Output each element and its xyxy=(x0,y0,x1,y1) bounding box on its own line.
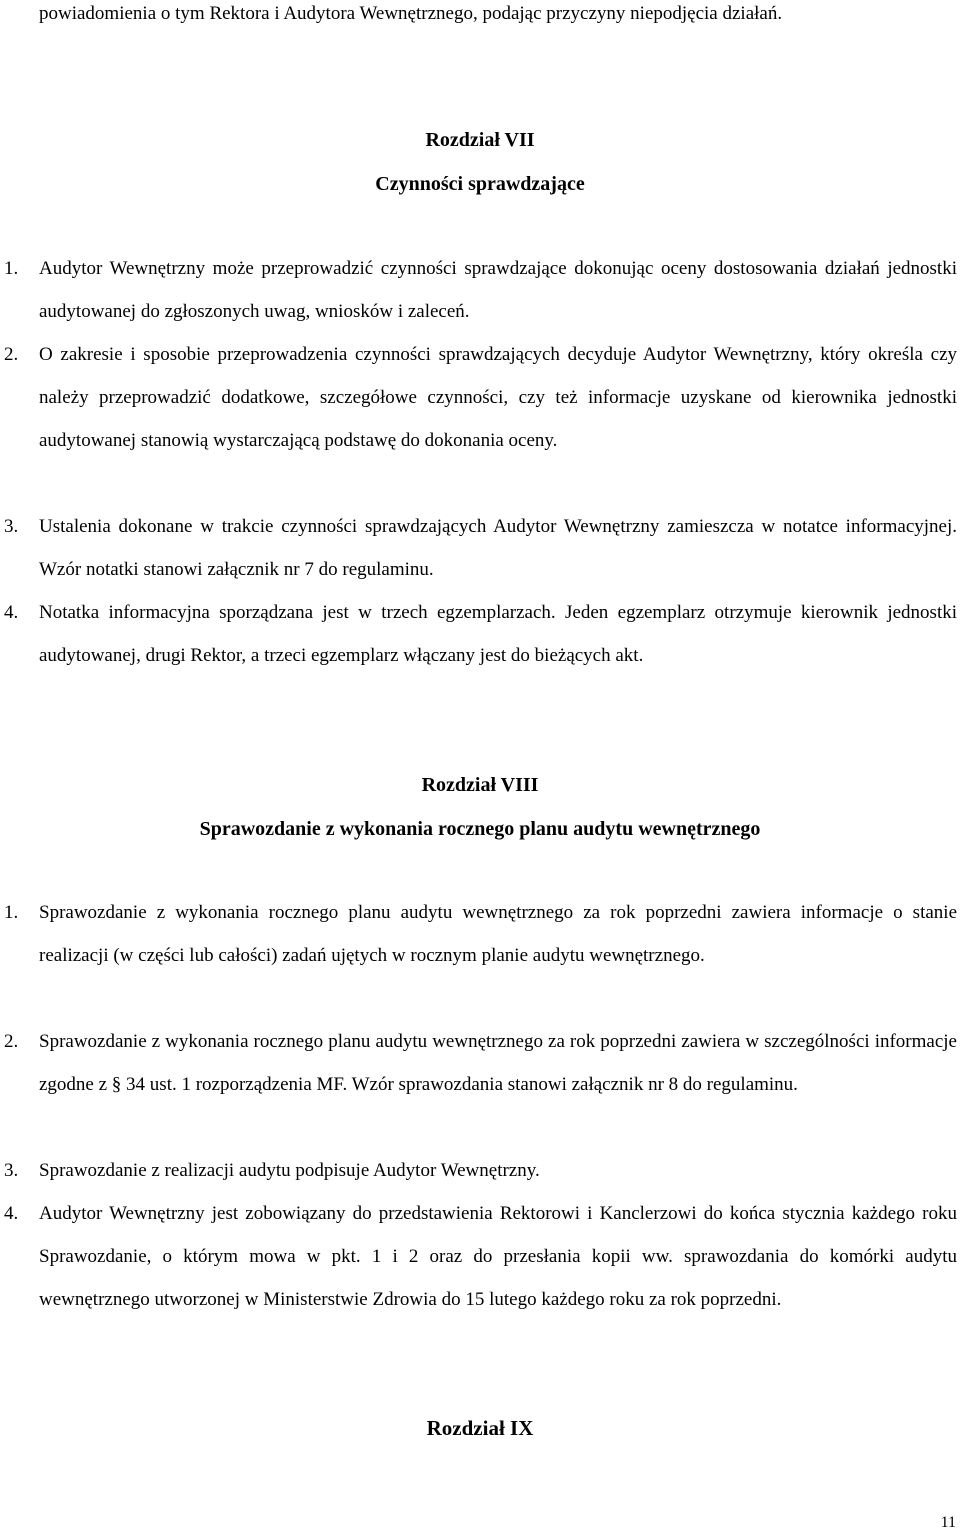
item-number: 3. xyxy=(4,1160,19,1181)
chapter-7-title: Rozdział VII xyxy=(425,129,535,151)
chapter-8-item-3 xyxy=(4,1149,957,1192)
chapter-8-item-1 xyxy=(4,891,957,977)
chapter-8-item-2 xyxy=(4,1020,957,1106)
chapter-7-item-3 xyxy=(4,505,957,591)
page-number: 11 xyxy=(940,1514,956,1531)
chapter-7-item-1 xyxy=(4,247,957,333)
item-number: 2. xyxy=(4,344,19,365)
item-text: Ustalenia dokonane w trakcie czynności sprawdzających Audytor Wewnętrzny zamieszcza w notatce informacyjnej. Wzór notatki stanowi załącznik nr 7 do regulaminu. xyxy=(39,516,957,580)
chapter-8-item-4 xyxy=(4,1192,957,1321)
item-number: 1. xyxy=(4,258,19,279)
chapter-7-subtitle: Czynności sprawdzające xyxy=(375,173,585,195)
item-number: 2. xyxy=(4,1031,19,1052)
item-text: O zakresie i sposobie przeprowadzenia czynności sprawdzających decyduje Audytor Wewnętrzny, który określa czy należy przeprowadzić dodatkowe, szczegółowe czynności, czy też informacje uzyskane od kierownika jednostki audytowanej stanowią wystarczającą podstawę do dokonania oceny. xyxy=(39,344,957,451)
intro-paragraph: powiadomienia o tym Rektora i Audytora Wewnętrznego, podając przyczyny niepodjęcia działań. xyxy=(39,3,783,24)
item-number: 4. xyxy=(4,1203,19,1224)
item-text: Audytor Wewnętrzny może przeprowadzić czynności sprawdzające dokonując oceny dostosowania działań jednostki audytowanej do zgłoszonych uwag, wniosków i zaleceń. xyxy=(39,258,957,322)
chapter-8-title: Rozdział VIII xyxy=(421,774,539,796)
item-number: 4. xyxy=(4,602,19,623)
chapter-7-item-2 xyxy=(4,333,957,462)
item-number: 1. xyxy=(4,902,19,923)
item-text: Notatka informacyjna sporządzana jest w trzech egzemplarzach. Jeden egzemplarz otrzymuje kierownik jednostki audytowanej, drugi Rektor, a trzeci egzemplarz włączany jest do bieżących akt. xyxy=(39,602,957,666)
item-text: Sprawozdanie z wykonania rocznego planu audytu wewnętrznego za rok poprzedni zawiera w szczególności informacje zgodne z § 34 ust. 1 rozporządzenia MF. Wzór sprawozdania stanowi załącznik nr 8 do regulaminu. xyxy=(39,1031,957,1095)
item-number: 3. xyxy=(4,516,19,537)
item-text: Sprawozdanie z realizacji audytu podpisuje Audytor Wewnętrzny. xyxy=(39,1160,540,1181)
chapter-8-subtitle: Sprawozdanie z wykonania rocznego planu audytu wewnętrznego xyxy=(199,818,761,840)
item-text: Audytor Wewnętrzny jest zobowiązany do przedstawienia Rektorowi i Kanclerzowi do końca stycznia każdego roku Sprawozdanie, o którym mowa w pkt. 1 i 2 oraz do przesłania kopii ww. sprawozdania do komórki audytu wewnętrznego utworzonej w Ministerstwie Zdrowia do 15 lutego każdego roku za rok poprzedni. xyxy=(39,1203,957,1310)
chapter-9-title: Rozdział IX xyxy=(426,1416,534,1440)
chapter-7-item-4 xyxy=(4,591,957,677)
item-text: Sprawozdanie z wykonania rocznego planu audytu wewnętrznego za rok poprzedni zawiera informacje o stanie realizacji (w części lub całości) zadań ujętych w rocznym planie audytu wewnętrznego. xyxy=(39,902,957,966)
